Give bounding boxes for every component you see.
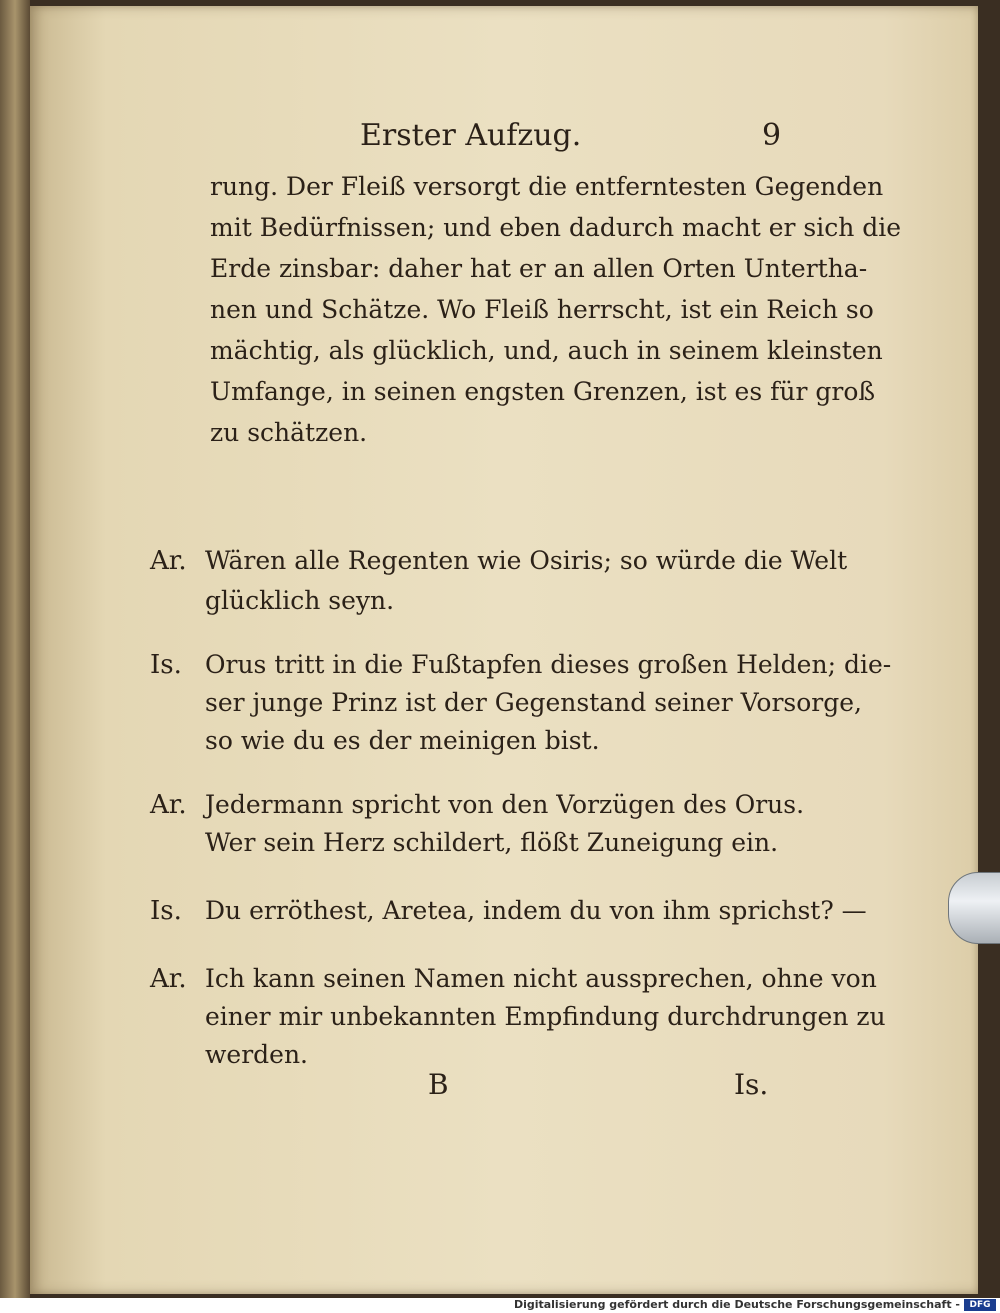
dialogue-line: einer mir unbekannten Empfindung durchdrungen zu <box>205 1002 886 1031</box>
dialogue-line: so wie du es der meinigen bist. <box>205 726 600 755</box>
dialogue-line: Ich kann seinen Namen nicht aussprechen, ohne von <box>205 964 877 993</box>
digitization-footer <box>0 1298 1000 1313</box>
page-number: 9 <box>762 118 782 153</box>
page-clip-tab <box>948 872 1000 944</box>
dialogue-line: Orus tritt in die Fußtapfen dieses großen Helden; die- <box>205 650 892 679</box>
paragraph-line: zu schätzen. <box>210 418 368 447</box>
dialogue-line: Wer sein Herz schildert, flößt Zuneigung ein. <box>205 828 779 857</box>
speaker-label: Ar. <box>150 546 187 576</box>
paragraph-line: mächtig, als glücklich, und, auch in seinem kleinsten <box>210 336 883 365</box>
dialogue-line: Du erröthest, Aretea, indem du von ihm sprichst? — <box>205 896 867 925</box>
dialogue-line: Wären alle Regenten wie Osiris; so würde die Welt <box>205 546 848 575</box>
dialogue-line: glücklich seyn. <box>205 586 395 615</box>
funding-credit: Digitalisierung gefördert durch die Deutsche Forschungsgemeinschaft - <box>513 1298 960 1311</box>
paragraph-line: nen und Schätze. Wo Fleiß herrscht, ist ein Reich so <box>210 295 874 324</box>
previous-page-edge <box>0 0 30 1298</box>
dialogue-line: Jedermann spricht von den Vorzügen des Orus. <box>205 790 805 819</box>
dfg-logo-badge: DFG <box>964 1299 996 1311</box>
speaker-label: Ar. <box>150 964 187 994</box>
speaker-label: Is. <box>150 896 182 926</box>
paragraph-line: Erde zinsbar: daher hat er an allen Orten Untertha- <box>210 254 868 283</box>
dialogue-line: werden. <box>205 1040 308 1069</box>
speaker-label: Ar. <box>150 790 187 820</box>
dialogue-line: ser junge Prinz ist der Gegenstand seiner Vorsorge, <box>205 688 862 717</box>
running-head: Erster Aufzug. <box>360 118 582 153</box>
paragraph-line: mit Bedürfnissen; und eben dadurch macht er sich die <box>210 213 902 242</box>
paragraph-line: rung. Der Fleiß versorgt die entferntesten Gegenden <box>210 172 884 201</box>
catchword: Is. <box>734 1068 769 1101</box>
speaker-label: Is. <box>150 650 182 680</box>
paragraph-line: Umfange, in seinen engsten Grenzen, ist es für groß <box>210 377 876 406</box>
signature-mark: B <box>428 1068 449 1101</box>
